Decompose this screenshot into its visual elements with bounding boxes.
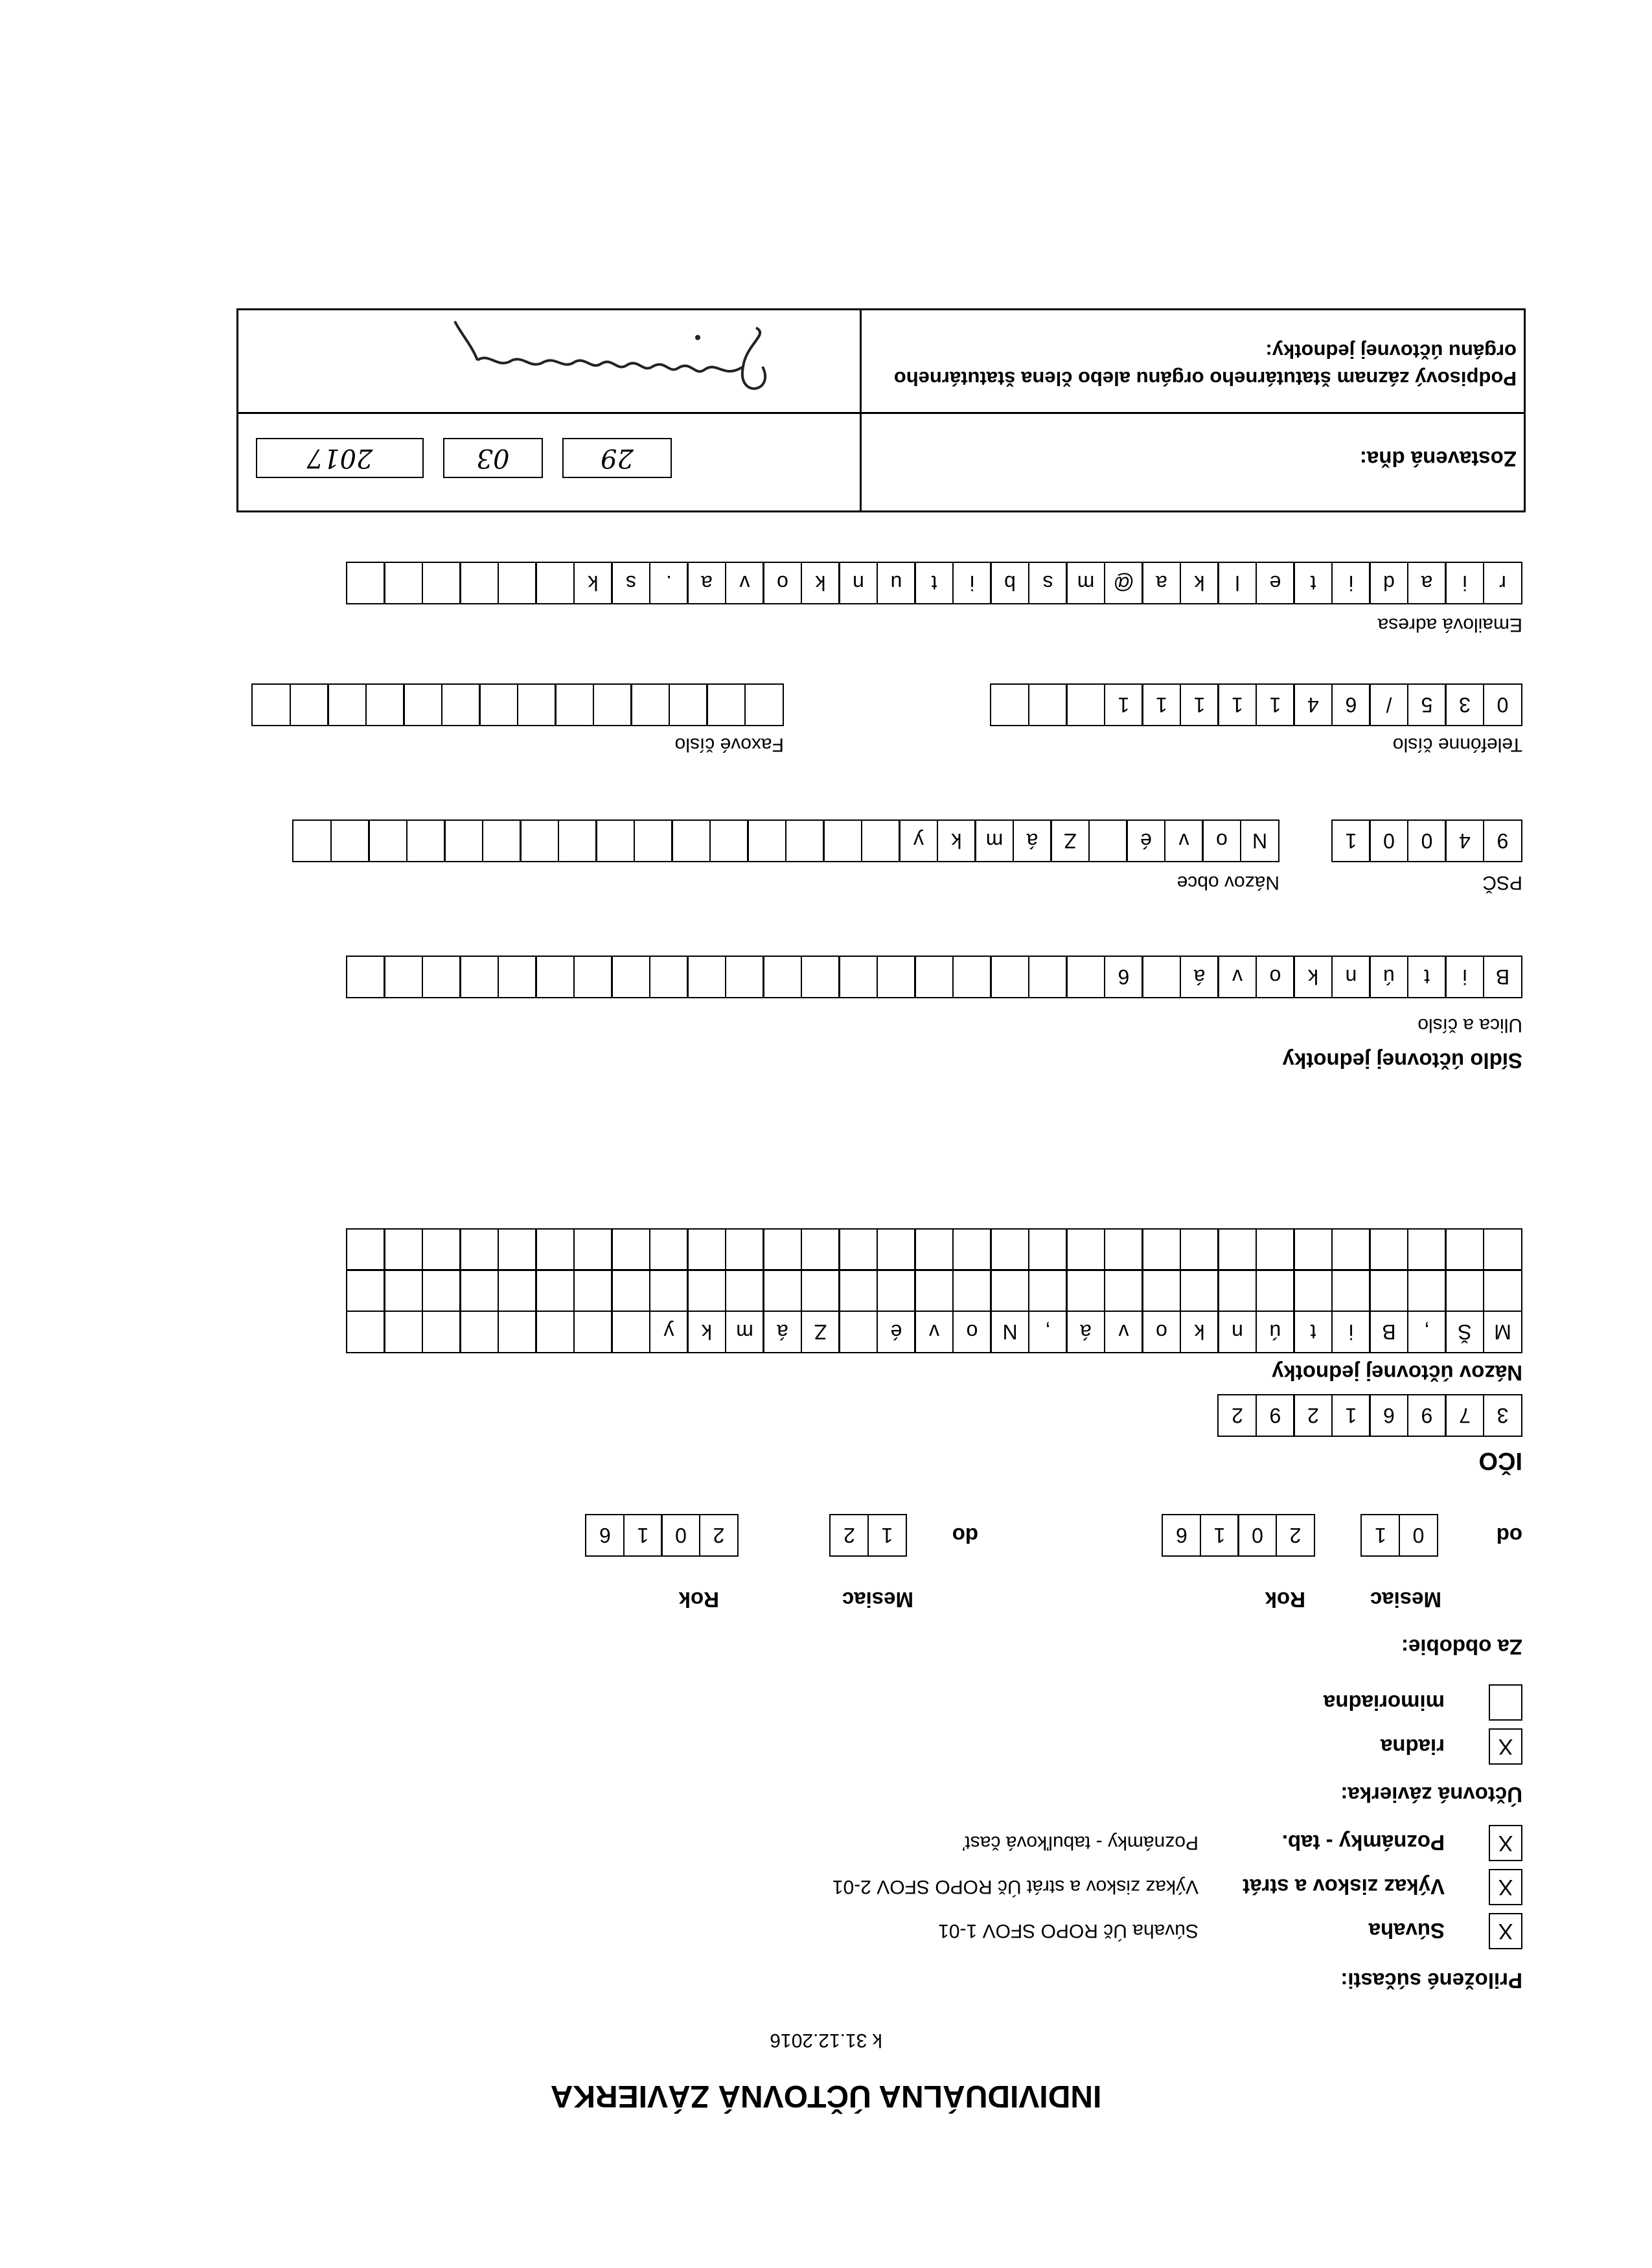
char-cell: k xyxy=(1180,562,1219,604)
char-cell xyxy=(687,956,727,998)
char-cell: n xyxy=(1218,1311,1257,1353)
digit-cell: 6 xyxy=(1370,1394,1409,1437)
char-cell xyxy=(877,1228,916,1271)
date-year-box: 2017 xyxy=(256,438,424,478)
digit-cell: 6 xyxy=(1162,1514,1202,1557)
char-cell xyxy=(649,1270,689,1312)
char-cell xyxy=(498,1228,537,1271)
from-month-boxes[interactable] xyxy=(1361,1514,1439,1557)
char-cell: u xyxy=(877,562,916,604)
entity-name-label: Názov účtovnej jednotky xyxy=(1272,1361,1522,1385)
char-cell: . xyxy=(649,562,689,604)
char-cell xyxy=(725,1228,764,1271)
char-cell xyxy=(346,1311,385,1353)
digit-cell: 0 xyxy=(1238,1514,1278,1557)
fax-boxes[interactable] xyxy=(252,683,785,726)
char-cell xyxy=(444,819,484,862)
char-cell: k xyxy=(1180,1311,1219,1353)
attached-checkbox-poznamky[interactable]: X xyxy=(1489,1825,1522,1861)
city-label: Názov obce xyxy=(1176,872,1279,893)
attached-desc: Poznámky - tabuľková časť xyxy=(963,1832,1199,1853)
attached-heading: Priložené súčasti: xyxy=(1340,1969,1522,1993)
entity-name-row xyxy=(346,1270,1522,1312)
char-cell xyxy=(1104,1270,1143,1312)
compiled-date-cell xyxy=(861,413,1525,512)
ico-label: IČO xyxy=(1478,1447,1522,1474)
char-cell xyxy=(384,562,424,604)
char-cell xyxy=(991,1228,1030,1271)
digit-cell: 9 xyxy=(1407,1394,1447,1437)
char-cell: a xyxy=(1142,562,1182,604)
char-cell: k xyxy=(1294,956,1333,998)
char-cell xyxy=(1407,1270,1447,1312)
digit-cell: 7 xyxy=(1445,1394,1485,1437)
char-cell xyxy=(1445,1270,1485,1312)
char-cell xyxy=(536,1270,575,1312)
char-cell xyxy=(649,956,689,998)
char-cell xyxy=(460,1311,499,1353)
char-cell: i xyxy=(1445,562,1485,604)
char-cell xyxy=(1370,1228,1409,1271)
attached-item xyxy=(1489,1913,1522,1949)
digit-cell: 6 xyxy=(586,1514,625,1557)
digit-cell: 1 xyxy=(1331,1394,1371,1437)
signature-label-cell xyxy=(861,310,1525,413)
char-cell xyxy=(1028,956,1068,998)
char-cell: y xyxy=(649,1311,689,1353)
psc-boxes[interactable] xyxy=(1331,819,1522,862)
char-cell: r xyxy=(1483,562,1522,604)
char-cell: y xyxy=(899,819,939,862)
char-cell xyxy=(785,819,825,862)
char-cell xyxy=(365,683,405,726)
char-cell: i xyxy=(1331,562,1371,604)
char-cell xyxy=(1294,1228,1333,1271)
street-boxes[interactable] xyxy=(346,956,1522,998)
attached-name: Poznámky - tab. xyxy=(1281,1831,1445,1855)
ico-boxes[interactable] xyxy=(1218,1394,1523,1437)
from-year-label: Rok xyxy=(1265,1588,1305,1612)
date-day-box: 29 xyxy=(562,438,672,478)
char-cell xyxy=(801,1228,840,1271)
char-cell: d xyxy=(1370,562,1409,604)
char-cell xyxy=(1142,956,1182,998)
char-cell: , xyxy=(1028,1311,1068,1353)
char-cell: e xyxy=(1256,562,1295,604)
attached-desc: Výkaz ziskov a strát Úč ROPO SFOV 2-01 xyxy=(832,1876,1199,1897)
digit-cell: 0 xyxy=(661,1514,701,1557)
char-cell: N xyxy=(1240,819,1279,862)
char-cell: b xyxy=(991,562,1030,604)
seat-heading: Sídlo účtovnej jednotky xyxy=(1282,1049,1522,1073)
char-cell: 0 xyxy=(1370,819,1409,862)
char-cell xyxy=(631,683,671,726)
char-cell xyxy=(293,819,332,862)
char-cell xyxy=(369,819,408,862)
char-cell xyxy=(861,819,901,862)
digit-cell: 2 xyxy=(1218,1394,1257,1437)
digit-cell: 1 xyxy=(623,1514,663,1557)
char-cell xyxy=(801,1270,840,1312)
char-cell xyxy=(687,1270,727,1312)
char-cell xyxy=(1028,1270,1068,1312)
char-cell xyxy=(839,1311,878,1353)
char-cell: 1 xyxy=(1180,683,1219,726)
digit-cell: 1 xyxy=(1361,1514,1401,1557)
char-cell xyxy=(725,956,764,998)
char-cell xyxy=(328,683,367,726)
char-cell xyxy=(460,562,499,604)
char-cell xyxy=(422,1228,461,1271)
digit-cell: 2 xyxy=(1294,1394,1333,1437)
char-cell: Z xyxy=(801,1311,840,1353)
char-cell xyxy=(384,1270,424,1312)
char-cell: á xyxy=(763,1311,803,1353)
char-cell: é xyxy=(877,1311,916,1353)
char-cell: i xyxy=(1331,1311,1371,1353)
char-cell: 1 xyxy=(1256,683,1295,726)
char-cell: B xyxy=(1483,956,1522,998)
char-cell: s xyxy=(1028,562,1068,604)
char-cell: o xyxy=(1256,956,1295,998)
char-cell: , xyxy=(1407,1311,1447,1353)
char-cell: 6 xyxy=(1104,956,1143,998)
char-cell: / xyxy=(1370,683,1409,726)
closing-regular-label: riadna xyxy=(1380,1735,1445,1759)
digit-cell: 0 xyxy=(1399,1514,1438,1557)
char-cell: ú xyxy=(1256,1311,1295,1353)
char-cell xyxy=(1370,1270,1409,1312)
char-cell xyxy=(707,683,746,726)
char-cell xyxy=(725,1270,764,1312)
phone-boxes[interactable] xyxy=(991,683,1523,726)
char-cell: 3 xyxy=(1445,683,1485,726)
char-cell: m xyxy=(1066,562,1106,604)
attached-item xyxy=(1489,1869,1522,1905)
char-cell xyxy=(1088,819,1128,862)
char-cell xyxy=(1066,956,1106,998)
char-cell xyxy=(1331,1228,1371,1271)
char-cell xyxy=(612,1311,651,1353)
char-cell: M xyxy=(1483,1311,1522,1353)
char-cell xyxy=(952,1270,992,1312)
char-cell xyxy=(346,1228,385,1271)
to-label: do xyxy=(952,1524,978,1548)
char-cell: o xyxy=(763,562,803,604)
char-cell xyxy=(915,1270,954,1312)
char-cell: B xyxy=(1370,1311,1409,1353)
char-cell xyxy=(877,956,916,998)
char-cell xyxy=(536,562,575,604)
closing-extra-checkbox[interactable] xyxy=(1489,1684,1522,1721)
char-cell: t xyxy=(1407,956,1447,998)
entity-name-row xyxy=(346,1311,1522,1353)
attached-name: Súvaha xyxy=(1368,1919,1445,1943)
char-cell xyxy=(573,956,613,998)
char-cell: 4 xyxy=(1294,683,1333,726)
digit-cell: 2 xyxy=(1276,1514,1315,1557)
char-cell xyxy=(498,956,537,998)
attached-checkbox-suvaha[interactable]: X xyxy=(1489,1913,1522,1949)
char-cell: é xyxy=(1127,819,1166,862)
char-cell xyxy=(1218,1270,1257,1312)
char-cell: t xyxy=(915,562,954,604)
char-cell xyxy=(536,1228,575,1271)
char-cell xyxy=(1483,1228,1522,1271)
char-cell xyxy=(744,683,784,726)
char-cell xyxy=(252,683,292,726)
entity-name-row xyxy=(346,1228,1522,1271)
char-cell: a xyxy=(1407,562,1447,604)
char-cell: @ xyxy=(1104,562,1143,604)
digit-cell: 1 xyxy=(867,1514,907,1557)
char-cell xyxy=(877,1270,916,1312)
attached-desc: Súvaha Úč ROPO SFOV 1-01 xyxy=(938,1920,1199,1942)
char-cell xyxy=(952,1228,992,1271)
char-cell xyxy=(634,819,673,862)
char-cell xyxy=(517,683,556,726)
email-label: Emailová adresa xyxy=(1377,614,1522,636)
char-cell xyxy=(536,956,575,998)
char-cell xyxy=(839,1270,878,1312)
char-cell: i xyxy=(952,562,992,604)
char-cell: N xyxy=(991,1311,1030,1353)
char-cell: 5 xyxy=(1407,683,1447,726)
char-cell xyxy=(1104,1228,1143,1271)
city-boxes[interactable] xyxy=(293,819,1280,862)
char-cell: 6 xyxy=(1331,683,1371,726)
attached-name: Výkaz ziskov a strát xyxy=(1243,1875,1445,1899)
char-cell xyxy=(672,819,711,862)
char-cell xyxy=(460,956,499,998)
char-cell xyxy=(687,1228,727,1271)
char-cell xyxy=(1445,1228,1485,1271)
char-cell: a xyxy=(687,562,727,604)
period-heading: Za obdobie: xyxy=(1401,1635,1522,1659)
char-cell xyxy=(346,1270,385,1312)
char-cell: 1 xyxy=(1331,819,1371,862)
char-cell: l xyxy=(1218,562,1257,604)
char-cell xyxy=(555,683,595,726)
char-cell xyxy=(593,683,632,726)
fax-label: Faxové číslo xyxy=(674,734,784,755)
closing-extra-label: mimoriadna xyxy=(1323,1691,1445,1715)
char-cell xyxy=(839,956,878,998)
char-cell xyxy=(479,683,519,726)
char-cell xyxy=(991,956,1030,998)
char-cell xyxy=(1407,1228,1447,1271)
char-cell xyxy=(384,1311,424,1353)
entity-name-grid[interactable] xyxy=(346,1228,1522,1353)
char-cell xyxy=(1028,1228,1068,1271)
char-cell xyxy=(384,1228,424,1271)
char-cell xyxy=(498,562,537,604)
from-year-boxes[interactable] xyxy=(1162,1514,1316,1557)
char-cell xyxy=(498,1311,537,1353)
char-cell xyxy=(612,956,651,998)
document-title: INDIVIDUÁLNA ÚČTOVNÁ ZÁVIERKA xyxy=(550,2079,1102,2113)
char-cell xyxy=(1142,1228,1182,1271)
psc-label: PSČ xyxy=(1482,872,1522,893)
phone-label: Telefónne číslo xyxy=(1392,734,1522,755)
char-cell: á xyxy=(1013,819,1052,862)
char-cell xyxy=(404,683,443,726)
char-cell xyxy=(763,1270,803,1312)
char-cell: i xyxy=(1445,956,1485,998)
char-cell xyxy=(422,562,461,604)
as-of-date: k 31.12.2016 xyxy=(770,2030,882,2051)
char-cell xyxy=(991,1270,1030,1312)
char-cell xyxy=(330,819,370,862)
char-cell: m xyxy=(975,819,1015,862)
char-cell: 1 xyxy=(1104,683,1143,726)
char-cell: 1 xyxy=(1218,683,1257,726)
char-cell xyxy=(763,1228,803,1271)
email-boxes[interactable] xyxy=(346,562,1522,604)
char-cell: v xyxy=(1104,1311,1143,1353)
digit-cell: 9 xyxy=(1256,1394,1295,1437)
char-cell: v xyxy=(1218,956,1257,998)
char-cell: á xyxy=(1180,956,1219,998)
char-cell xyxy=(482,819,522,862)
char-cell: Z xyxy=(1051,819,1090,862)
char-cell: v xyxy=(725,562,764,604)
char-cell xyxy=(612,1228,651,1271)
char-cell xyxy=(915,1228,954,1271)
char-cell: á xyxy=(1066,1311,1106,1353)
attached-checkbox-vykaz[interactable]: X xyxy=(1489,1869,1522,1905)
char-cell xyxy=(1066,1228,1106,1271)
char-cell: k xyxy=(573,562,613,604)
char-cell xyxy=(669,683,708,726)
char-cell: k xyxy=(801,562,840,604)
char-cell xyxy=(1180,1228,1219,1271)
char-cell xyxy=(558,819,597,862)
char-cell xyxy=(1066,683,1106,726)
char-cell xyxy=(763,956,803,998)
compiled-date-boxes[interactable] xyxy=(256,438,672,478)
char-cell: 9 xyxy=(1483,819,1522,862)
char-cell xyxy=(1331,1270,1371,1312)
char-cell: o xyxy=(1202,819,1242,862)
char-cell xyxy=(1294,1270,1333,1312)
char-cell xyxy=(612,1270,651,1312)
signature-label: Podpisový záznam štatutárneho orgánu alebo člena štatutárneho orgánu účtovnej jednotky: xyxy=(893,340,1517,390)
char-cell: o xyxy=(1142,1311,1182,1353)
char-cell: 1 xyxy=(1142,683,1182,726)
char-cell: k xyxy=(937,819,976,862)
digit-cell: 1 xyxy=(1200,1514,1239,1557)
char-cell: m xyxy=(725,1311,764,1353)
street-label: Ulica a číslo xyxy=(1417,1014,1522,1036)
char-cell xyxy=(346,956,385,998)
char-cell: n xyxy=(839,562,878,604)
handwritten-signature xyxy=(445,315,782,406)
char-cell xyxy=(1483,1270,1522,1312)
char-cell: n xyxy=(1331,956,1371,998)
digit-cell: 2 xyxy=(830,1514,869,1557)
digit-cell: 3 xyxy=(1483,1394,1522,1437)
char-cell xyxy=(536,1311,575,1353)
char-cell xyxy=(1256,1270,1295,1312)
closing-regular-checkbox[interactable]: X xyxy=(1489,1728,1522,1765)
date-month-box: 03 xyxy=(443,438,543,478)
char-cell: v xyxy=(915,1311,954,1353)
from-month-label: Mesiac xyxy=(1370,1588,1441,1612)
digit-cell: 2 xyxy=(699,1514,739,1557)
char-cell xyxy=(384,956,424,998)
char-cell xyxy=(406,819,446,862)
to-month-boxes[interactable] xyxy=(830,1514,908,1557)
char-cell xyxy=(596,819,636,862)
char-cell xyxy=(460,1270,499,1312)
char-cell xyxy=(991,683,1030,726)
char-cell xyxy=(573,1311,613,1353)
char-cell: 0 xyxy=(1407,819,1447,862)
compiled-date-value-cell xyxy=(238,413,861,512)
closing-heading: Účtovná závierka: xyxy=(1340,1783,1522,1807)
char-cell xyxy=(573,1270,613,1312)
char-cell xyxy=(823,819,863,862)
compiled-label: Zostavená dňa: xyxy=(1359,447,1517,471)
char-cell xyxy=(422,956,461,998)
char-cell: 0 xyxy=(1483,683,1522,726)
char-cell xyxy=(1066,1270,1106,1312)
from-label: od xyxy=(1496,1524,1522,1548)
char-cell xyxy=(709,819,749,862)
char-cell: v xyxy=(1164,819,1204,862)
char-cell: s xyxy=(612,562,651,604)
char-cell xyxy=(748,819,787,862)
char-cell xyxy=(520,819,560,862)
char-cell: o xyxy=(952,1311,992,1353)
signature-cell[interactable] xyxy=(238,310,861,413)
char-cell xyxy=(346,562,385,604)
char-cell xyxy=(1218,1228,1257,1271)
char-cell: ú xyxy=(1370,956,1409,998)
char-cell xyxy=(573,1228,613,1271)
char-cell xyxy=(1180,1270,1219,1312)
char-cell: Š xyxy=(1445,1311,1485,1353)
char-cell xyxy=(649,1228,689,1271)
to-year-boxes[interactable] xyxy=(586,1514,739,1557)
to-month-label: Mesiac xyxy=(842,1588,913,1612)
char-cell: t xyxy=(1294,562,1333,604)
char-cell xyxy=(290,683,329,726)
char-cell xyxy=(498,1270,537,1312)
char-cell xyxy=(801,956,840,998)
char-cell xyxy=(1256,1228,1295,1271)
char-cell xyxy=(422,1270,461,1312)
signature-table xyxy=(236,308,1526,512)
char-cell xyxy=(1028,683,1068,726)
char-cell: t xyxy=(1294,1311,1333,1353)
char-cell: 4 xyxy=(1445,819,1485,862)
char-cell xyxy=(915,956,954,998)
char-cell xyxy=(839,1228,878,1271)
char-cell xyxy=(441,683,481,726)
char-cell xyxy=(460,1228,499,1271)
attached-item xyxy=(1489,1825,1522,1861)
to-year-label: Rok xyxy=(678,1588,719,1612)
char-cell xyxy=(1142,1270,1182,1312)
char-cell xyxy=(422,1311,461,1353)
char-cell xyxy=(952,956,992,998)
char-cell: k xyxy=(687,1311,727,1353)
